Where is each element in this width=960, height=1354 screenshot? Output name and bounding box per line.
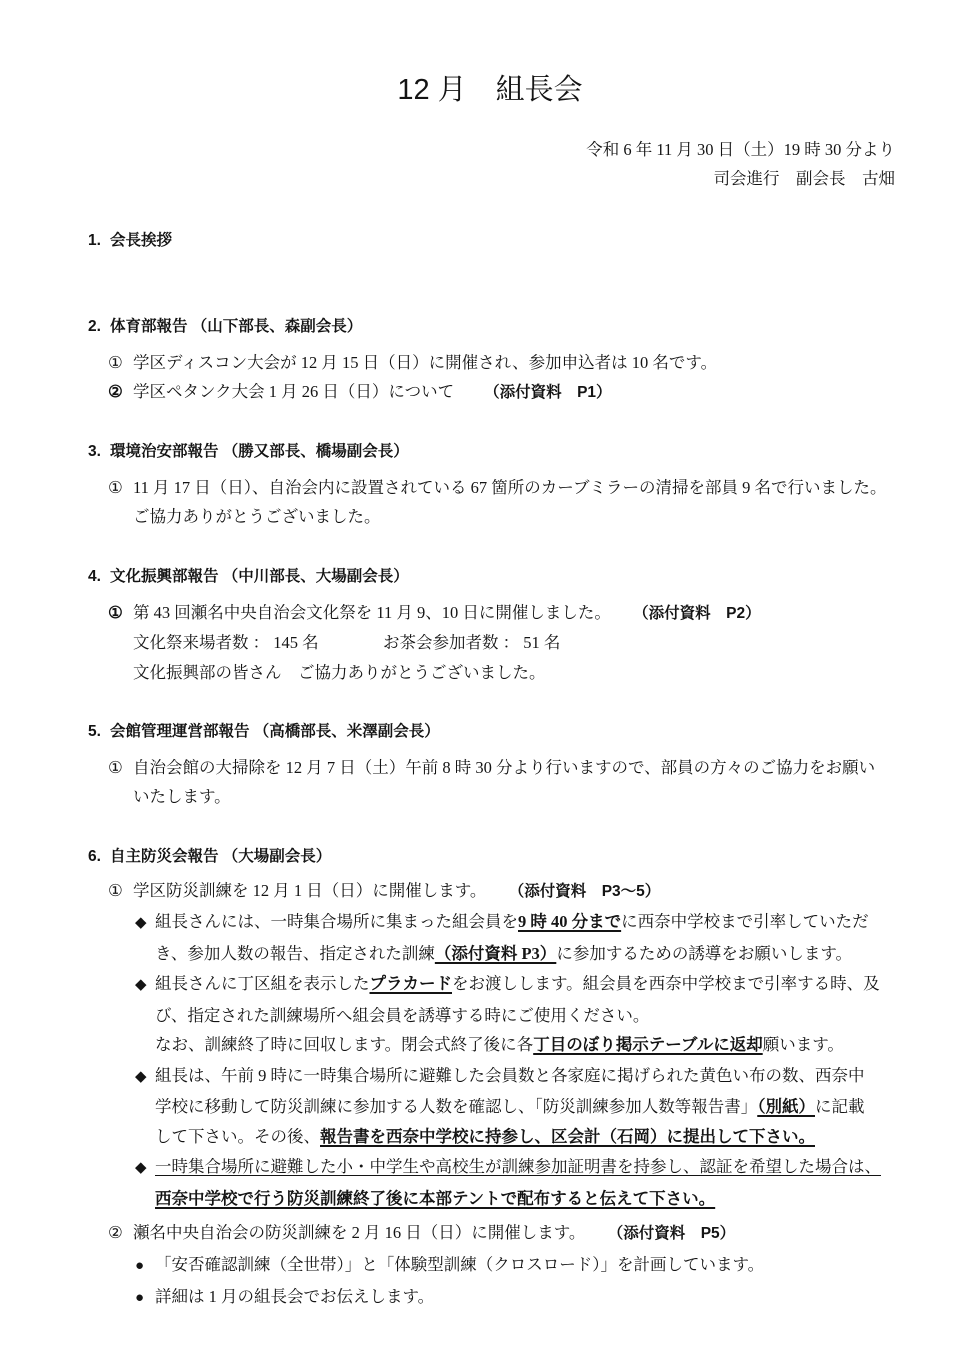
diamond-bullet-icon: ◆ [135, 915, 147, 931]
bullet-text: して下さい。その後、 [155, 1126, 320, 1146]
section-1-president-greeting [88, 226, 172, 255]
attendance-line [108, 628, 761, 658]
item-list [108, 753, 875, 812]
section-title: 文化振興部報告 （中川部長、大場副会長） [110, 567, 409, 585]
emphasized-text: 西奈中学校で行う防災訓練終了後に本部テントで配布すると伝えて下さい。 [155, 1188, 716, 1208]
attachment-reference: （添付資料 P1） [484, 384, 612, 401]
bullet-text: き、参加人数の報告、指定された訓練 [155, 943, 435, 963]
item-text: 11 月 17 日（日）、自治会内に設置されている 67 箇所のカーブミラーの清掃を部員 9 名で行いました。 [133, 477, 887, 497]
item-list [108, 348, 717, 408]
diamond-bullet-icon: ◆ [135, 1160, 147, 1176]
item-line [108, 598, 761, 629]
emphasized-text: 丁目のぼり掲示テーブルに返却 [533, 1035, 763, 1054]
bullet-list [135, 907, 881, 1213]
item-list [108, 876, 881, 1314]
circle-bullet-icon: ● [135, 1290, 145, 1306]
bullet-text: 詳細は 1 月の組長会でお伝えします。 [155, 1287, 435, 1306]
section-title: 環境治安部報告 （勝又部長、橋場副会長） [110, 442, 409, 460]
bullet-text: 願います。 [762, 1035, 844, 1054]
item-line [108, 473, 886, 503]
bullet-text: 学校に移動して防災訓練に参加する人数を確認し、「防災訓練参加人数等報告書」 [155, 1097, 758, 1116]
bullet-text: 組長は、午前 9 時に一時集合場所に避難した会員数と各家庭に掲げられた黄色い布の数、西奈中 [155, 1065, 865, 1085]
bullet-line [135, 1250, 881, 1282]
attachment-reference: （添付資料 P5） [615, 1225, 736, 1242]
section-heading [88, 437, 886, 466]
emphasized-text: 9 時 40 分まで [518, 912, 622, 931]
item-text: 学区ペタンク大会 1 月 26 日（日）について [133, 382, 455, 401]
emphasized-text: （別紙） [757, 1097, 815, 1116]
section-number: 6. [88, 847, 101, 865]
item-text: 学区ディスコン大会が 12 月 15 日（日）に開催され、参加申込者は 10 名です。 [133, 352, 718, 372]
emphasized-text: プラカード [369, 974, 452, 993]
emphasized-text: 報告書を西奈中学校に持参し、区会計（石岡）に提出して下さい。 [320, 1126, 815, 1146]
bullet-text: をお渡しします。組会員を西奈中学校まで引率する時、及 [452, 974, 880, 993]
section-number: 1. [88, 231, 101, 249]
bullet-text: に記載 [815, 1097, 865, 1116]
section-6-disaster-prevention-report [88, 842, 881, 1314]
section-heading [88, 562, 761, 591]
bullet-line [135, 1152, 881, 1184]
section-heading [88, 717, 875, 746]
visitor-count: 文化祭来場者数 ： 145 名 [133, 633, 319, 652]
emphasized-text: （添付資料 P3） [434, 943, 557, 963]
section-title: 会館管理運営部報告 （高橋部長、米澤副会長） [110, 722, 440, 740]
item-line [108, 753, 875, 783]
tea-party-count: お茶会参加者数 ： 51 名 [383, 633, 561, 652]
section-number: 5. [88, 722, 101, 740]
bullet-text: に西奈中学校まで引率していただ [621, 912, 869, 931]
item-marker: ① [108, 880, 123, 900]
item-1 [108, 876, 881, 1214]
circle-bullet-icon: ● [135, 1257, 145, 1274]
document-title: 12 月 組長会 [397, 74, 583, 106]
bullet-text: 組長さんに丁区組を表示した [155, 974, 370, 993]
bullet-2 [135, 1282, 881, 1314]
bullet-line [135, 907, 881, 939]
item-1 [108, 348, 717, 378]
section-title: 自主防災会報告 （大場副会長） [110, 847, 332, 865]
diamond-bullet-icon: ◆ [135, 1068, 147, 1085]
item-marker: ② [108, 1223, 123, 1242]
meeting-date: 令和 6 年 11 月 30 日（土）19 時 30 分より [586, 140, 895, 159]
section-title: 体育部報告 （山下部長、森副会長） [110, 317, 363, 335]
bullet-text: なお、訓練終了時に回収します。閉会式終了後に各 [155, 1035, 534, 1054]
bullet-text: 「安否確認訓練（全世帯）」と「体験型訓練（クロスロード）」を計画しています。 [155, 1254, 765, 1274]
item-marker: ① [108, 757, 123, 777]
section-heading [88, 842, 881, 871]
item-marker: ① [108, 352, 123, 372]
item-text: 第 43 回瀬名中央自治会文化祭を 11 月 9、10 日に開催しました。 [133, 602, 611, 622]
item-1 [108, 473, 886, 532]
bullet-text: び、指定された訓練場所へ組会員を誘導する時にご使用ください。 [155, 1005, 650, 1025]
thanks-line: 文化振興部の皆さん ご協力ありがとうございました。 [133, 662, 546, 682]
section-title: 会長挨拶 [110, 231, 173, 249]
bullet-text: に参加するための誘導をお願いします。 [556, 943, 852, 963]
bullet-line [135, 1122, 881, 1152]
bullet-line [135, 1061, 881, 1093]
bullet-line [135, 1092, 881, 1122]
item-text: 瀬名中央自治会の防災訓練を 2 月 16 日（日）に開催します。 [133, 1223, 586, 1242]
bullet-line [135, 939, 881, 969]
underlined-text: 一時集合場所に避難した小・中学生や高校生が訓練参加証明書を持参し、認証を希望した場合は、 [155, 1157, 881, 1176]
bullet-line [135, 1282, 881, 1314]
bullet-4 [135, 1152, 881, 1213]
section-heading [88, 312, 717, 341]
section-3-environment-safety-report [88, 437, 886, 532]
item-text: 自治会館の大掃除を 12 月 7 日（土）午前 8 時 30 分より行いますので、部員の方々のご協力をお願い [133, 757, 876, 777]
item-line [108, 876, 881, 907]
bullet-line [135, 1030, 881, 1060]
bullet-3 [135, 1061, 881, 1152]
section-5-hall-management-report [88, 717, 875, 812]
item-line [108, 1218, 881, 1249]
item-marker: ② [108, 382, 123, 401]
item-line: ご協力ありがとうございました。 [133, 507, 381, 526]
attachment-reference: （添付資料 P3～5） [516, 882, 661, 900]
section-2-sports-report [88, 312, 717, 408]
item-marker: ① [108, 477, 123, 497]
bullet-line [135, 1184, 881, 1214]
bullet-list [135, 1250, 881, 1314]
attachment-reference: （添付資料 P2） [640, 604, 761, 622]
item-text: 学区防災訓練を 12 月 1 日（日）に開催します。 [133, 880, 487, 900]
item-list [108, 598, 761, 688]
section-4-culture-report [88, 562, 761, 688]
item-marker: ① [108, 602, 123, 622]
item-1 [108, 598, 761, 688]
item-line: いたします。 [133, 787, 231, 806]
bullet-2 [135, 969, 881, 1060]
bullet-line [135, 969, 881, 1001]
bullet-text: 組長さんには、一時集合場所に集まった組会員を [155, 912, 518, 931]
section-heading [88, 226, 172, 255]
diamond-bullet-icon: ◆ [135, 977, 147, 993]
bullet-1 [135, 907, 881, 968]
item-2 [108, 1218, 881, 1314]
section-number: 4. [88, 567, 101, 585]
item-2 [108, 377, 717, 408]
bullet-1 [135, 1250, 881, 1282]
section-number: 3. [88, 442, 101, 460]
item-1 [108, 753, 875, 812]
bullet-line [135, 1001, 881, 1031]
item-list [108, 473, 886, 532]
section-number: 2. [88, 317, 101, 335]
moderator: 司会進行 副会長 古畑 [713, 169, 895, 188]
